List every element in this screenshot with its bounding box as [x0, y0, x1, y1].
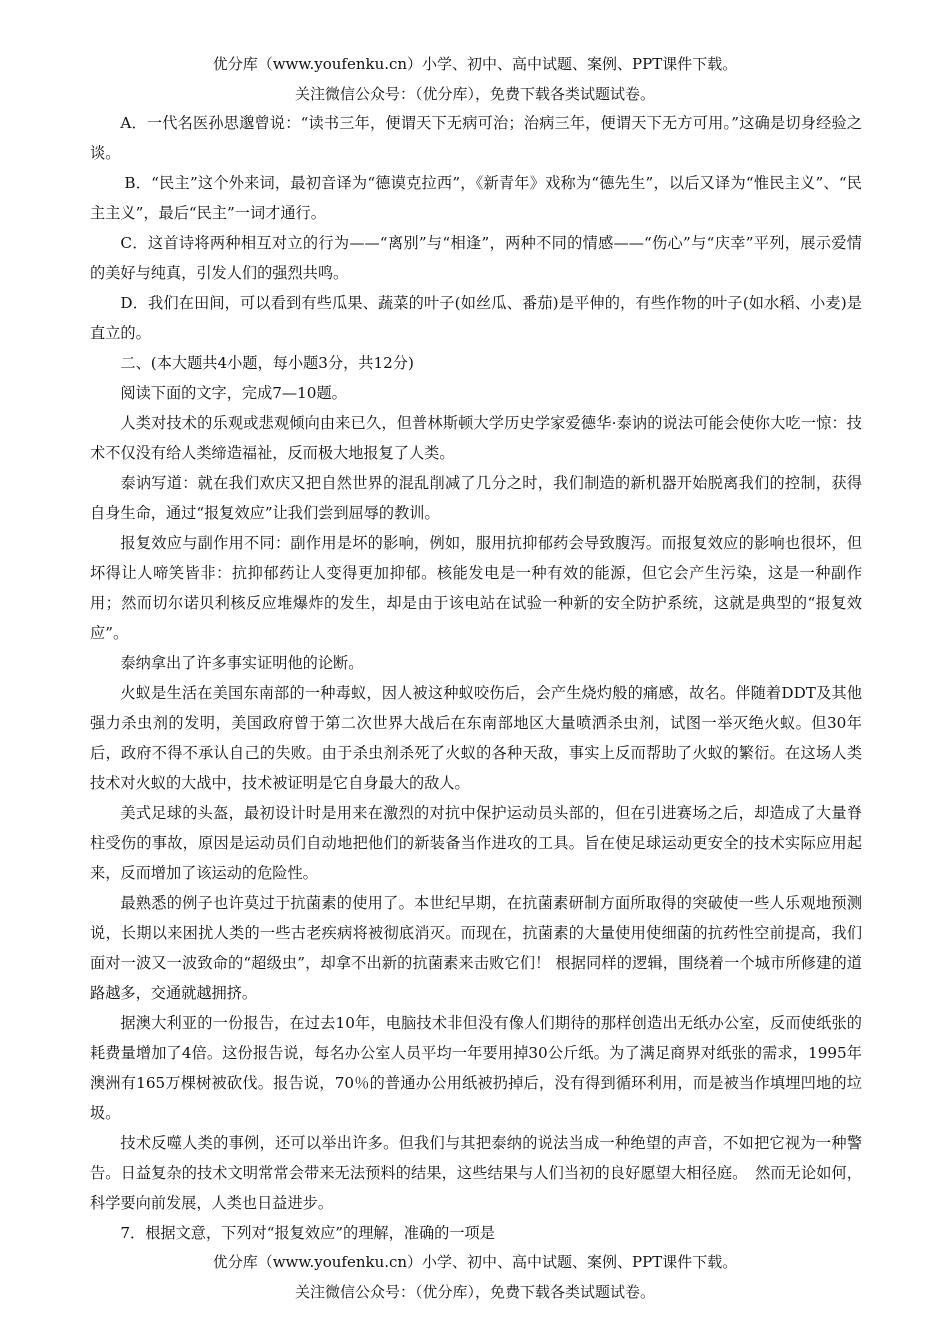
- section-title: 二、(本大题共4小题，每小题3分，共12分): [120, 354, 414, 372]
- passage-paragraph-7: 最熟悉的例子也许莫过于抗菌素的使用了。本世纪早期，在抗菌素研制方面所取得的突破使一些人乐观地预测说，长期以来困扰人类的一些古老疾病将被彻底消灭。而现在，抗菌素的大量使用使细菌的抗药性空前提高，我们面对一波又一波致命的“超级虫”，却拿不出新的抗菌素来击败它们！ 根据同样的逻辑，围绕着一个城市所修建的道路越多，交通就越拥挤。: [90, 894, 862, 1002]
- question-7: 7．根据文意，下列对“报复效应”的理解，准确的一项是: [120, 1224, 495, 1242]
- footer-line-2: 关注微信公众号：（优分库），免费下载各类试题试卷。: [294, 1283, 655, 1301]
- option-c: C．这首诗将两种相互对立的行为——“离别”与“相逢”，两种不同的情感——“伤心”与“庆幸”平列，展示爱情的美好与纯真，引发人们的强烈共鸣。: [90, 234, 862, 282]
- passage-paragraph-6: 美式足球的头盔，最初设计时是用来在激烈的对抗中保护运动员头部的，但在引进赛场之后，却造成了大量脊柱受伤的事故，原因是运动员们自动地把他们的新装备当作进攻的工具。旨在使足球运动更安全的技术实际应用起来，反而增加了该运动的危险性。: [90, 804, 862, 882]
- passage-paragraph-1: 人类对技术的乐观或悲观倾向由来已久，但普林斯顿大学历史学家爱德华·泰讷的说法可能会使你大吃一惊：技术不仅没有给人类缔造福祉，反而极大地报复了人类。: [90, 414, 862, 462]
- passage-paragraph-4: 泰纳拿出了许多事实证明他的论断。: [120, 654, 364, 672]
- passage-paragraph-8: 据澳大利亚的一份报告，在过去10年，电脑技术非但没有像人们期待的那样创造出无纸办公室，反而使纸张的耗费量增加了4倍。这份报告说，每名办公室人员平均一年要用掉30公斤纸。为了满足商界对纸张的需求，1995年澳洲有165万棵树被砍伐。报告说，70％的普通办公用纸被扔掉后，没有得到循环利用，而是被当作填埋凹地的垃圾。: [90, 1014, 862, 1122]
- header-line-2: 关注微信公众号：（优分库），免费下载各类试题试卷。: [294, 85, 655, 103]
- document-body: [90, 108, 862, 1248]
- option-a: A．一代名医孙思邈曾说：“读书三年，便谓天下无病可治；治病三年，便谓天下无方可用。”这确是切身经验之谈。: [90, 114, 862, 162]
- option-b: B．“民主”这个外来词，最初音译为“德谟克拉西”，《新青年》戏称为“德先生”，以后又译为“惟民主义”、“民主主义”，最后“民主”一词才通行。: [90, 174, 862, 222]
- header-line-1: 优分库（www.youfenku.cn）小学、初中、高中试题、案例、PPT课件下载。: [212, 55, 738, 73]
- footer-line-1: 优分库（www.youfenku.cn）小学、初中、高中试题、案例、PPT课件下载。: [212, 1253, 738, 1271]
- section-instruction: 阅读下面的文字，完成7—10题。: [120, 384, 347, 402]
- passage-paragraph-3: 报复效应与副作用不同：副作用是坏的影响，例如，服用抗抑郁药会导致腹泻。而报复效应的影响也很坏，但坏得让人啼笑皆非：抗抑郁药让人变得更加抑郁。核能发电是一种有效的能源，但它会产生污染，这是一种副作用；然而切尔诺贝利核反应堆爆炸的发生，却是由于该电站在试验一种新的安全防护系统，这就是典型的“报复效应”。: [90, 534, 862, 642]
- option-d: D．我们在田间，可以看到有些瓜果、蔬菜的叶子(如丝瓜、番茄)是平伸的，有些作物的叶子(如水稻、小麦)是直立的。: [90, 294, 862, 342]
- passage-paragraph-2: 泰讷写道：就在我们欢庆又把自然世界的混乱削减了几分之时，我们制造的新机器开始脱离我们的控制，获得自身生命，通过“报复效应”让我们尝到屈辱的教训。: [90, 474, 862, 522]
- passage-paragraph-9: 技术反噬人类的事例，还可以举出许多。但我们与其把泰纳的说法当成一种绝望的声音，不如把它视为一种警告。日益复杂的技术文明常常会带来无法预料的结果，这些结果与人们当初的良好愿望大相径庭。 然而无论如何，科学要向前发展，人类也日益进步。: [90, 1134, 862, 1212]
- passage-paragraph-5: 火蚁是生活在美国东南部的一种毒蚁，因人被这种蚁咬伤后，会产生烧灼般的痛感，故名。伴随着DDT及其他强力杀虫剂的发明，美国政府曾于第二次世界大战后在东南部地区大量喷洒杀虫剂，试图一举灭绝火蚁。但30年后，政府不得不承认自己的失败。由于杀虫剂杀死了火蚁的各种天敌，事实上反而帮助了火蚁的繁衍。在这场人类技术对火蚁的大战中，技术被证明是它自身最大的敌人。: [90, 684, 862, 792]
